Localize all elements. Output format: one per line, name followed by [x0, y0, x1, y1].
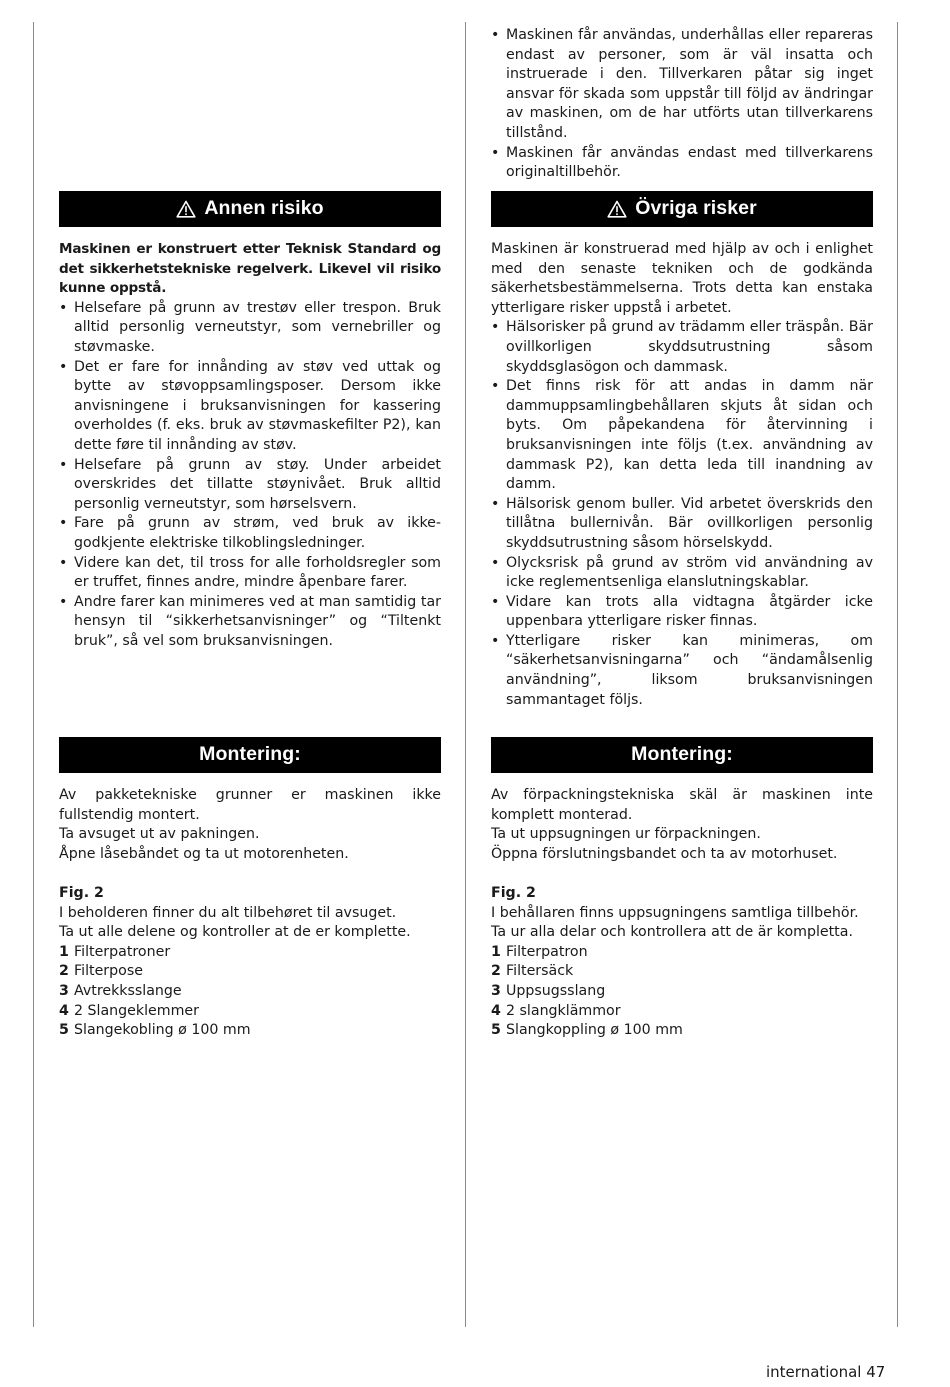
- part-number: 1: [491, 943, 501, 960]
- list-item: • Olycksrisk på grund av ström vid användning av icke reglementsenliga elanslutningskablar.: [491, 554, 873, 593]
- figure-label: Fig. 2: [491, 884, 536, 901]
- body-line: Öppna förslutningsbandet och ta av motorhuset.: [491, 845, 838, 862]
- list-item: • Ytterligare risker kan minimeras, om “säkerhetsanvisningarna” och “ändamålsenlig användning”, liksom bruksanvisningen sammantaget följs.: [491, 632, 873, 710]
- section-intro: Maskinen er konstruert etter Teknisk Standard og det sikkerhetstekniske regelverk. Likevel vil risiko kunne oppstå.: [59, 241, 441, 297]
- section-heading-bar: [491, 191, 873, 227]
- list-item: • Helsefare på grunn av trestøv eller trespon. Bruk alltid personlig verneutstyr, som vernebriller og støvmaske.: [59, 299, 441, 358]
- part-name: 2 Slangeklemmer: [74, 1002, 199, 1019]
- parts-list-item: [491, 1021, 873, 1041]
- body-line: Ta ur alla delar och kontrollera att de är kompletta.: [491, 924, 853, 941]
- warning-triangle-icon: [176, 200, 196, 218]
- parts-list-item: [59, 1021, 441, 1041]
- part-name: Avtrekksslange: [74, 982, 182, 999]
- list-item: • Det er fare for innånding av støv ved uttak og bytte av støvoppsamlingsposer. Dersom ikke anvisningene i bruksanvisningen for kassering overholdes (f. eks. bruk av støvmaskefilter P2), kan dette føre til innånding av støv.: [59, 358, 441, 456]
- body-line: Ta ut alle delene og kontroller at de er komplette.: [59, 924, 411, 941]
- body-line: Av pakketekniske grunner er maskinen ikke fullstendig montert.: [59, 787, 441, 823]
- list-item: • Helsefare på grunn av støy. Under arbeidet overskrides det tillatte støynivået. Bruk alltid personlig verneutstyr, som hørselsvern.: [59, 456, 441, 515]
- section-heading: Övriga risker: [635, 197, 757, 220]
- list-item: • Videre kan det, til tross for alle forholdsregler som er truffet, finnes andre, mindre åpenbare farer.: [59, 554, 441, 593]
- part-number: 2: [59, 963, 69, 980]
- section-heading: Annen risiko: [204, 197, 324, 220]
- list-item: • Hälsorisk genom buller. Vid arbetet överskrids den tillåtna bullernivån. Bär ovillkorligen personlig skyddsutrustning såsom hörselskydd.: [491, 495, 873, 554]
- parts-list-item: [491, 943, 873, 963]
- parts-list-item: [491, 1002, 873, 1022]
- list-item: • Det finns risk för att andas in damm när dammuppsamlingbehållaren skjuts åt sidan och byts. Om påpekandena för återvinning i bruksanvisningen inte följs (t.ex. användning av dammask P2), kan detta leda till inandning av damm.: [491, 377, 873, 495]
- part-name: Filterpatroner: [74, 943, 171, 960]
- part-name: Filterpatron: [506, 943, 588, 960]
- body-line: Av förpackningstekniska skäl är maskinen inte komplett monterad.: [491, 787, 873, 823]
- parts-list-item: [491, 982, 873, 1002]
- parts-list-item: [59, 943, 441, 963]
- right-margin-rule: [897, 22, 898, 1327]
- left-margin-rule: [33, 22, 34, 1327]
- parts-list-item: [59, 962, 441, 982]
- part-name: Uppsugsslang: [506, 982, 606, 999]
- risk-section-no: [59, 191, 441, 651]
- part-number: 4: [59, 1002, 69, 1019]
- risk-bullet-list: [59, 299, 441, 652]
- body-line: Ta ut uppsugningen ur förpackningen.: [491, 826, 761, 843]
- part-number: 2: [491, 963, 501, 980]
- list-item: • Andre farer kan minimeres ved at man samtidig tar hensyn til “sikkerhetsanvisninger” og “Tiltenkt bruk”, så vel som bruksanvisningen.: [59, 593, 441, 652]
- part-name: Filtersäck: [506, 963, 574, 980]
- part-number: 4: [491, 1002, 501, 1019]
- section-intro: Maskinen är konstruerad med hjälp av och i enlighet med den senaste tekniken och de godkända säkerhetsbestämmelserna. Trots detta kan enstaka ytterligare risker uppstå i arbetet.: [491, 241, 873, 316]
- list-item: • Vidare kan trots alla vidtagna åtgärder icke uppenbara ytterligare risker finnas.: [491, 593, 873, 632]
- part-name: 2 slangklämmor: [506, 1002, 621, 1019]
- mounting-section-no: [59, 737, 441, 1041]
- body-line: I behållaren finns uppsugningens samtliga tillbehör.: [491, 904, 859, 921]
- list-item: • Fare på grunn av strøm, ved bruk av ikke-godkjente elektriske tilkoblingsledninger.: [59, 514, 441, 553]
- risk-section-sv: [491, 191, 873, 710]
- part-number: 1: [59, 943, 69, 960]
- section-heading: Montering:: [631, 743, 733, 766]
- top-right-list-block: [491, 26, 873, 183]
- mounting-section-sv: [491, 737, 873, 1041]
- part-name: Slangekobling ø 100 mm: [74, 1022, 251, 1039]
- part-number: 5: [59, 1022, 69, 1039]
- page-footer: international 47: [766, 1363, 886, 1381]
- parts-list-item: [59, 1002, 441, 1022]
- figure-label: Fig. 2: [59, 884, 104, 901]
- section-heading-bar: [491, 737, 873, 773]
- warning-triangle-icon: [607, 200, 627, 218]
- top-right-bullet-list: [491, 26, 873, 183]
- body-line: Ta avsuget ut av pakningen.: [59, 826, 260, 843]
- section-heading-bar: [59, 191, 441, 227]
- section-heading-bar: [59, 737, 441, 773]
- parts-list-item: [491, 962, 873, 982]
- list-item: • Maskinen får användas, underhållas eller repareras endast av personer, som är väl insatta och instruerade i den. Tillverkaren påtar sig inget ansvar för skada som uppstår till följd av ändringar av maskinen, om de har utförts utan tillverkarens tillstånd.: [491, 26, 873, 144]
- part-number: 3: [491, 982, 501, 999]
- list-item: • Maskinen får användas endast med tillverkarens originaltillbehör.: [491, 144, 873, 183]
- part-number: 3: [59, 982, 69, 999]
- section-heading: Montering:: [199, 743, 301, 766]
- center-column-rule: [465, 22, 466, 1327]
- parts-list-item: [59, 982, 441, 1002]
- risk-bullet-list: [491, 318, 873, 710]
- body-line: Åpne låsebåndet og ta ut motorenheten.: [59, 845, 349, 862]
- part-name: Filterpose: [74, 963, 143, 980]
- list-item: • Hälsorisker på grund av trädamm eller träspån. Bär ovillkorligen skyddsutrustning såsom skyddsglasögon och dammask.: [491, 318, 873, 377]
- body-line: I beholderen finner du alt tilbehøret til avsuget.: [59, 904, 397, 921]
- part-number: 5: [491, 1022, 501, 1039]
- part-name: Slangkoppling ø 100 mm: [506, 1022, 683, 1039]
